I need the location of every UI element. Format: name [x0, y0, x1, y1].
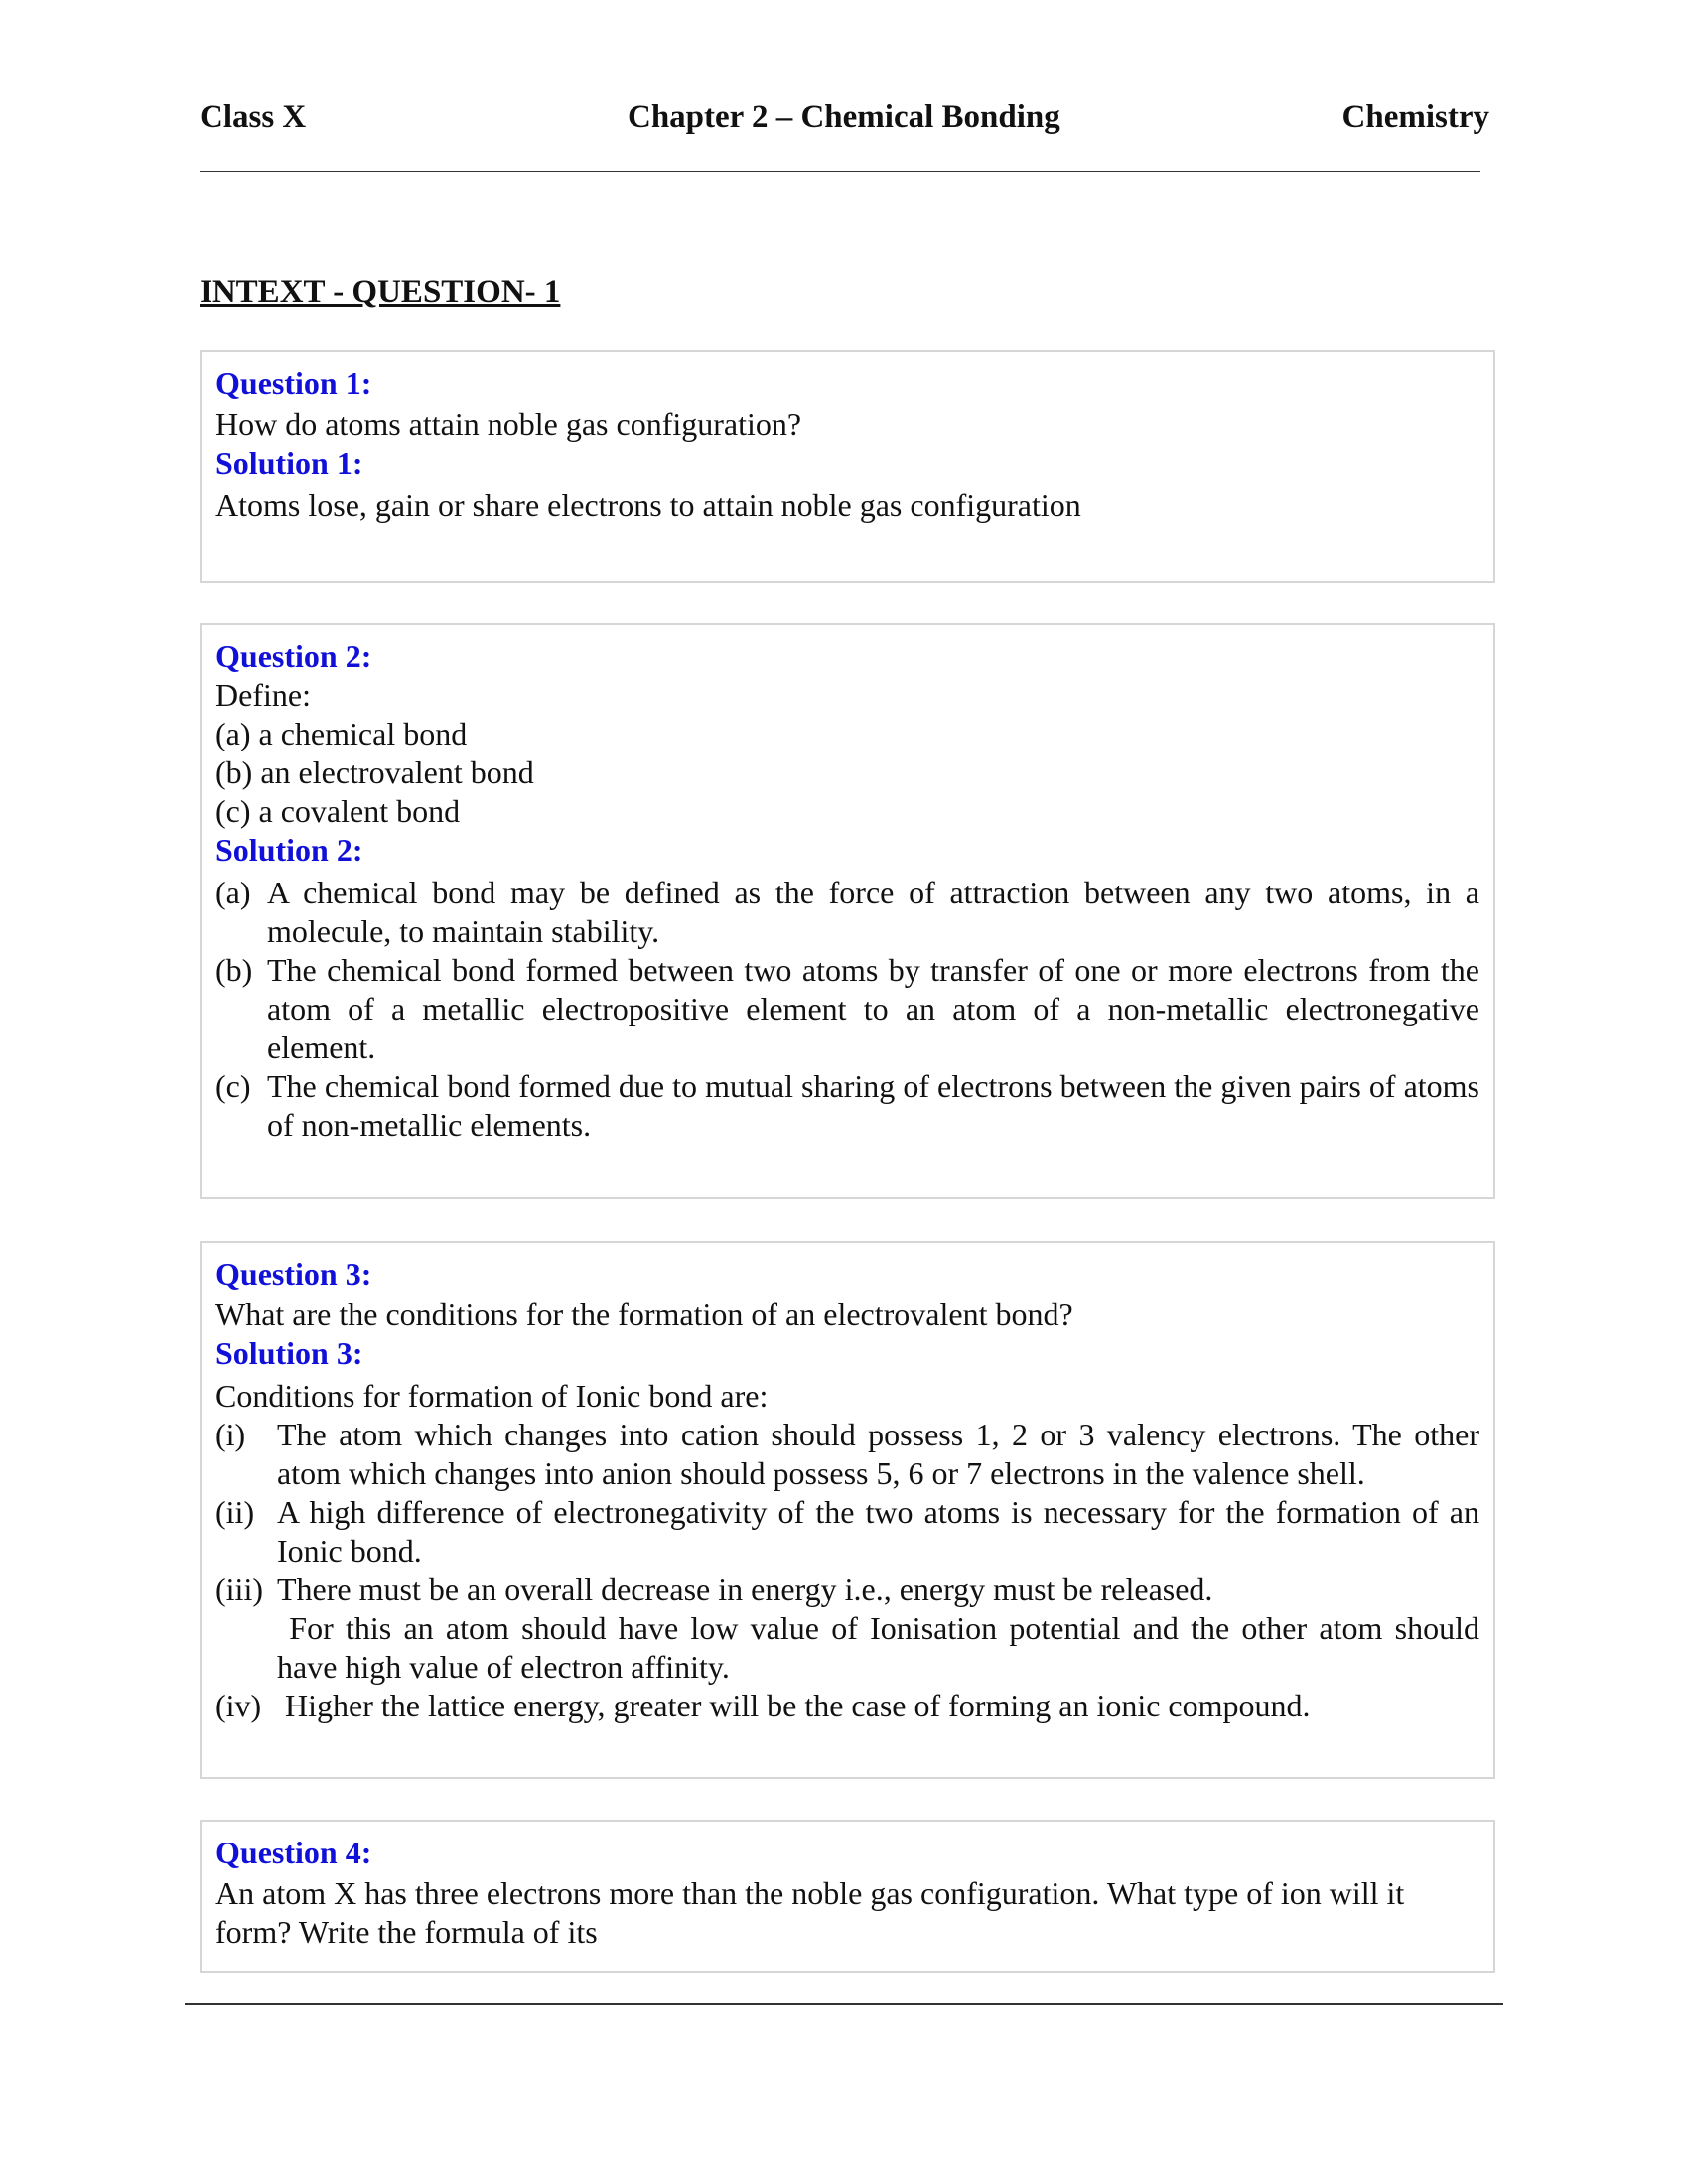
solution-3-item [215, 1687, 1479, 1725]
question-2-line: (c) a covalent bond [215, 793, 461, 829]
item-marker: (ii) [215, 1494, 255, 1530]
item-marker: (iv) [215, 1688, 262, 1723]
question-2-line: (a) a chemical bond [215, 716, 468, 751]
item-text: Higher the lattice energy, greater will be the case of forming an ionic compound. [277, 1688, 1311, 1723]
solution-3-item [215, 1493, 1479, 1570]
solution-3-label: Solution 3: [215, 1335, 363, 1371]
solution-3-intro: Conditions for formation of Ionic bond are: [215, 1378, 769, 1414]
item-text-group [277, 1570, 1488, 1687]
solution-2-item [215, 1067, 1479, 1145]
question-3-box [200, 1241, 1495, 1779]
solution-2-item [215, 874, 1479, 951]
item-text: The chemical bond formed between two atoms by transfer of one or more electrons from the atom of a metallic electropositive element to an atom of a non-metallic electronegative element. [267, 952, 1479, 1065]
section-title: INTEXT - QUESTION- 1 [200, 274, 561, 310]
solution-3-item [215, 1416, 1479, 1493]
question-4-box [200, 1820, 1495, 1973]
item-marker: (a) [215, 875, 251, 910]
solution-1-label: Solution 1: [215, 445, 363, 480]
question-1-label: Question 1: [215, 365, 372, 401]
question-2-line: Define: [215, 677, 311, 713]
item-text: The atom which changes into cation should possess 1, 2 or 3 valency electrons. The other atom which changes into anion should possess 5, 6 or 7 electrons in the valence shell. [277, 1417, 1479, 1491]
question-3-text: What are the conditions for the formation of an electrovalent bond? [215, 1297, 1073, 1332]
item-text: The chemical bond formed due to mutual sharing of electrons between the given pairs of atoms of non-metallic elements. [267, 1068, 1479, 1143]
solution-2-label: Solution 2: [215, 832, 363, 868]
solution-3-item [215, 1570, 1488, 1687]
footer-divider [185, 2003, 1503, 2005]
item-marker: (b) [215, 952, 253, 988]
header-class: Class X [200, 99, 307, 135]
question-2-box [200, 623, 1495, 1199]
question-4-text: An atom X has three electrons more than the noble gas configuration. What type of ion will it form? Write the formula of its [215, 1875, 1405, 1950]
solution-2-item [215, 951, 1479, 1067]
question-1-box [200, 350, 1495, 583]
item-marker: (iii) [215, 1571, 263, 1607]
item-text: A chemical bond may be defined as the force of attraction between any two atoms, in a molecule, to maintain stability. [267, 875, 1479, 949]
question-2-label: Question 2: [215, 638, 372, 674]
header-subject: Chemistry [1341, 99, 1489, 135]
item-marker: (i) [215, 1417, 246, 1452]
question-4-label: Question 4: [215, 1835, 372, 1870]
header-divider [200, 171, 1480, 172]
item-continuation: For this an atom should have low value of Ionisation potential and the other atom should have high value of electron affinity. [277, 1610, 1488, 1685]
item-marker: (c) [215, 1068, 251, 1104]
question-3-label: Question 3: [215, 1256, 372, 1292]
item-text: There must be an overall decrease in energy i.e., energy must be released. [277, 1571, 1213, 1607]
question-2-line: (b) an electrovalent bond [215, 754, 534, 790]
question-1-text: How do atoms attain noble gas configuration? [215, 406, 802, 442]
item-text: A high difference of electronegativity of the two atoms is necessary for the formation of an Ionic bond. [277, 1494, 1479, 1569]
header-chapter: Chapter 2 – Chemical Bonding [628, 99, 1060, 135]
solution-1-text: Atoms lose, gain or share electrons to attain noble gas configuration [215, 487, 1081, 523]
